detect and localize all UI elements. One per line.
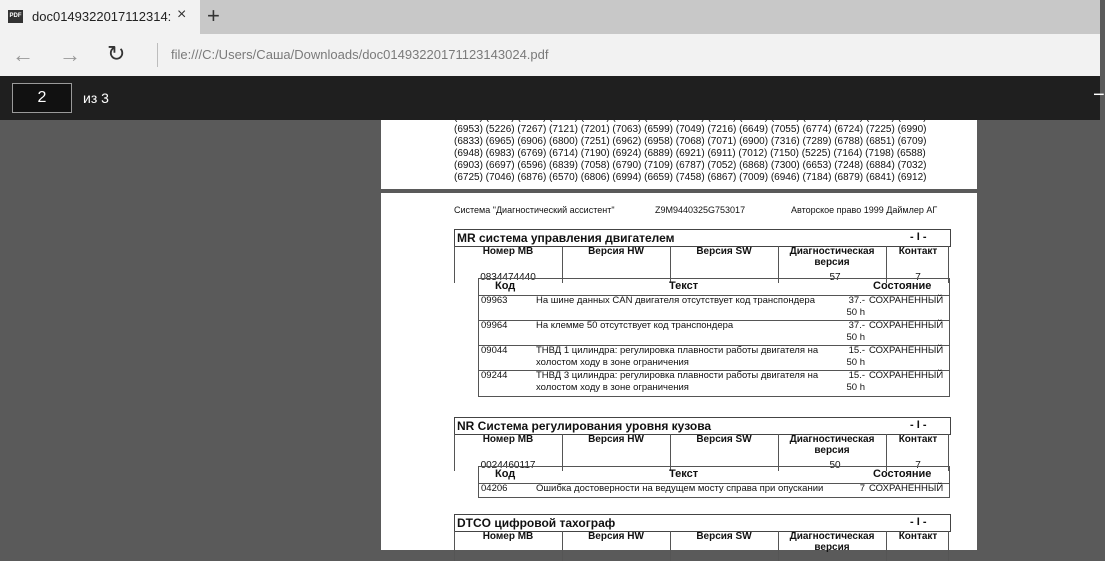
back-button[interactable]: ←: [12, 42, 34, 67]
col-hw: Версия HW: [588, 434, 644, 445]
col-mb: Номер MB: [482, 246, 534, 257]
dtc-code: 04206: [481, 483, 508, 494]
dtc-state: СОХРАНЕННЫЙ: [869, 320, 944, 331]
mb-number: 0024460117: [480, 460, 536, 471]
navigation-bar: [0, 34, 1100, 77]
code-list-line: (6948) (6983) (6769) (6714) (7190) (6924) (6889) (6921) (6911) (7012) (7150) (5225) (7164) (7198) (6588): [454, 148, 926, 159]
address-separator: [157, 43, 158, 67]
divider: [948, 531, 949, 561]
section-dtco: [454, 514, 949, 554]
divider: [454, 434, 455, 471]
col-mb: Номер MB: [482, 531, 534, 542]
col-diag: Диагностическая версия: [789, 246, 875, 268]
dtc-text: ТНВД 3 цилиндра: регулировка плавности работы двигателя на холостом ходу в зоне ограничения: [536, 370, 819, 393]
zoom-out-button[interactable]: −: [1093, 84, 1105, 106]
dtc-header: [478, 278, 950, 296]
section-mr: [454, 229, 949, 404]
dtc-col-text: Текст: [669, 280, 699, 292]
dtc-state: СОХРАНЕННЫЙ: [869, 370, 944, 381]
code-list-line: (6833) (6965) (6906) (6800) (7251) (6962) (6958) (7068) (7071) (6900) (7316) (7289) (6788) (6851) (6709): [454, 136, 927, 147]
refresh-button[interactable]: ↻: [107, 41, 126, 66]
col-contact: Контакт: [898, 246, 938, 257]
page-number-input[interactable]: 2: [12, 83, 72, 113]
dtc-row[interactable]: [478, 483, 950, 498]
dtc-text: На шине данных CAN двигателя отсутствует код транспондера: [536, 295, 815, 306]
doc-copyright: Авторское право 1999 Даймлер АГ: [791, 205, 938, 215]
dtc-code: 09244: [481, 370, 508, 381]
tab-title: doc0149322017112314:: [32, 9, 172, 24]
divider: [454, 246, 455, 283]
dtc-time: 15.- 50 h: [846, 370, 865, 393]
dtc-code: 09963: [481, 295, 508, 306]
dtc-header: [478, 466, 950, 484]
col-sw: Версия SW: [696, 531, 752, 542]
section-title-row: [454, 514, 951, 532]
dtc-state: СОХРАНЕННЫЙ: [869, 483, 944, 494]
col-contact: Контакт: [898, 434, 938, 445]
dtc-time: 37.- 50 h: [846, 320, 865, 343]
col-hw: Версия HW: [588, 246, 644, 257]
dtc-col-text: Текст: [669, 468, 699, 480]
diag-version: 57: [829, 272, 841, 283]
mb-number: 0834474440: [480, 272, 536, 283]
contact-value: 7: [915, 460, 921, 471]
code-list-line: (6903) (6697) (6596) (6839) (7058) (6790) (7109) (6787) (7052) (6868) (7300) (6653) (7248) (6884) (7032): [454, 160, 927, 171]
close-tab-icon[interactable]: ×: [177, 6, 187, 23]
pdf-file-icon: PDF: [8, 10, 23, 23]
doc-serial: Z9M9440325G753017: [655, 205, 746, 215]
dtc-code: 09044: [481, 345, 508, 356]
page-count-label: из 3: [83, 90, 109, 106]
contact-value: 7: [915, 272, 921, 283]
divider: [670, 531, 671, 561]
dtc-col-code: Код: [495, 468, 516, 480]
dtc-text: Ошибка достоверности на ведущем мосту справа при опускании: [536, 483, 824, 494]
pdf-toolbar: [0, 76, 1105, 120]
diag-version: 50: [829, 460, 841, 471]
pdf-page-2: [381, 193, 977, 553]
dtc-col-code: Код: [495, 280, 516, 292]
dtc-text: ТНВД 1 цилиндра: регулировка плавности работы двигателя на холостом ходу в зоне ограничения: [536, 345, 819, 368]
divider: [886, 531, 887, 561]
divider: [454, 531, 455, 561]
dtc-state: СОХРАНЕННЫЙ: [869, 295, 944, 306]
section-title: DTCO цифровой тахограф: [457, 516, 616, 530]
dtc-row[interactable]: [478, 320, 950, 346]
divider: [562, 531, 563, 561]
browser-tab[interactable]: [0, 0, 200, 34]
dtc-code: 09964: [481, 320, 508, 331]
section-title-row: [454, 229, 951, 247]
dtc-col-state: Состояние: [873, 280, 932, 292]
section-marker: - I -: [910, 231, 927, 243]
section-nr: [454, 417, 949, 507]
dtc-row[interactable]: [478, 295, 950, 321]
col-contact: Контакт: [898, 531, 938, 542]
dtc-time: 7: [859, 483, 865, 494]
dtc-row[interactable]: [478, 370, 950, 397]
section-title-row: [454, 417, 951, 435]
dtc-time: 15.- 50 h: [846, 345, 865, 368]
col-sw: Версия SW: [696, 434, 752, 445]
col-hw: Версия HW: [588, 531, 644, 542]
code-list-line: (6953) (5226) (7267) (7121) (7201) (7063) (6599) (7049) (7216) (6649) (7055) (6774) (6724) (7225) (6990): [454, 124, 927, 135]
doc-system-name: Система "Диагностический ассистент": [454, 205, 615, 215]
dtc-time: 37.- 50 h: [846, 295, 865, 318]
dtc-text: На клемме 50 отсутствует код транспондера: [536, 320, 734, 331]
dtc-row[interactable]: [478, 345, 950, 371]
section-marker: - I -: [910, 516, 927, 528]
col-diag: Диагностическая версия: [789, 531, 875, 553]
section-title: MR система управления двигателем: [457, 231, 675, 245]
forward-button[interactable]: →: [59, 42, 81, 67]
section-marker: - I -: [910, 419, 927, 431]
divider: [778, 531, 779, 561]
code-list-line: (6725) (7046) (6876) (6570) (6806) (6994) (6659) (7458) (6867) (7009) (6946) (7184) (6879) (6841) (6912): [454, 172, 927, 183]
tab-strip: [0, 0, 1100, 34]
address-bar[interactable]: file:///C:/Users/Саша/Downloads/doc01493220171123143024.pdf: [171, 47, 549, 62]
col-diag: Диагностическая версия: [789, 434, 875, 456]
col-mb: Номер MB: [482, 434, 534, 445]
dtc-state: СОХРАНЕННЫЙ: [869, 345, 944, 356]
new-tab-button[interactable]: +: [207, 3, 220, 28]
col-sw: Версия SW: [696, 246, 752, 257]
dtc-col-state: Состояние: [873, 468, 932, 480]
section-title: NR Система регулирования уровня кузова: [457, 419, 712, 433]
